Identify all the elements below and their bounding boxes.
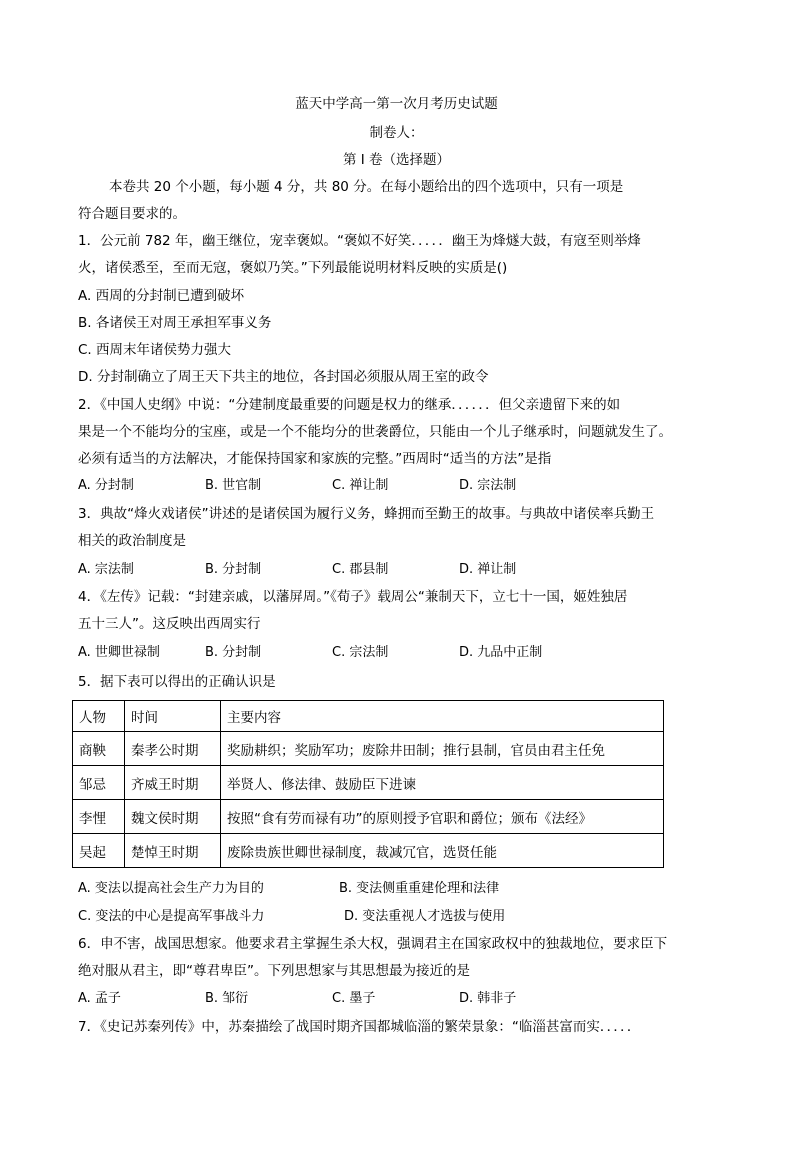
exam-title: 蓝天中学高一第一次月考历史试题 xyxy=(295,96,498,112)
q3-stem-line-2: 相关的政治制度是 xyxy=(78,533,186,549)
q3-option-a: A. 宗法制 xyxy=(78,562,134,577)
q7-stem-line-1: 7．《史记苏秦列传》中，苏秦描绘了战国时期齐国都城临淄的繁荣景象：“临淄甚富而实．．．．． xyxy=(78,1019,641,1035)
q1-option-a: A. 西周的分封制已遭到破坏 xyxy=(78,288,245,304)
table-header-content: 主要内容 xyxy=(221,701,664,732)
q5-option-b: B. 变法侧重重建伦理和法律 xyxy=(339,881,500,896)
section-title: 第 I 卷（选择题） xyxy=(342,152,451,168)
q4-stem-line-1: 4．《左传》记载：“封建亲戚，以藩屏周。”《荀子》载周公“兼制天下，立七十一国，姬姓独居 xyxy=(78,589,628,605)
q1-option-d: D. 分封制确立了周王天下共主的地位，各封国必须服从周王室的政令 xyxy=(78,369,489,385)
table-row xyxy=(73,766,664,800)
reform-table xyxy=(72,700,664,868)
q6-stem-line-2: 绝对服从君主，即“尊君卑臣”。下列思想家与其思想最为接近的是 xyxy=(78,963,470,979)
table-row xyxy=(73,834,664,868)
table-cell-time: 秦孝公时期 xyxy=(125,732,221,766)
q1-option-b: B. 各诸侯王对周王承担军事义务 xyxy=(78,315,272,331)
q3-option-b: B. 分封制 xyxy=(205,562,262,577)
table-cell-content: 废除贵族世卿世禄制度，裁减冗官，选贤任能 xyxy=(221,834,664,868)
q6-stem-line-1: 6．申不害，战国思想家。他要求君主掌握生杀大权，强调君主在国家政权中的独裁地位，要求臣下 xyxy=(78,936,668,952)
table-row xyxy=(73,800,664,834)
q2-option-a: A. 分封制 xyxy=(78,478,134,493)
q6-option-d: D. 韩非子 xyxy=(459,991,517,1006)
q2-option-c: C. 禅让制 xyxy=(332,478,389,493)
q1-stem-line-1: 1．公元前 782 年，幽王继位，宠幸褒姒。“褒姒不好笑．．．．．幽王为烽燧大鼓，有寇至则举烽 xyxy=(78,233,641,249)
q5-option-a: A. 变法以提高社会生产力为目的 xyxy=(78,881,264,896)
q2-stem-line-2: 果是一个不能均分的宝座，或是一个不能均分的世袭爵位，只能由一个儿子继承时，问题就发生了。 xyxy=(78,424,672,440)
intro-line-2: 符合题目要求的。 xyxy=(78,206,186,222)
q2-stem-line-3: 必须有适当的方法解决，才能保持国家和家族的完整。”西周时“适当的方法”是指 xyxy=(78,451,552,467)
q5-option-c: C. 变法的中心是提高军事战斗力 xyxy=(78,909,265,924)
table-cell-person: 邹忌 xyxy=(73,766,125,800)
table-header-row xyxy=(73,701,664,732)
q4-stem-line-2: 五十三人”。这反映出西周实行 xyxy=(78,616,261,632)
table-cell-content: 举贤人、修法律、鼓励臣下进谏 xyxy=(221,766,664,800)
intro-line-1: 本卷共 20 个小题，每小题 4 分，共 80 分。在每小题给出的四个选项中，只有一项是 xyxy=(109,179,624,195)
q3-option-d: D. 禅让制 xyxy=(459,562,517,577)
table-cell-time: 齐威王时期 xyxy=(125,766,221,800)
table-header-time: 时间 xyxy=(125,701,221,732)
q2-option-d: D. 宗法制 xyxy=(459,478,517,493)
table-cell-time: 魏文侯时期 xyxy=(125,800,221,834)
q3-stem-line-1: 3．典故“烽火戏诸侯”讲述的是诸侯国为履行义务，蜂拥而至勤王的故事。与典故中诸侯率兵勤王 xyxy=(78,506,655,522)
table-cell-time: 楚悼王时期 xyxy=(125,834,221,868)
table-cell-content: 按照“食有劳而禄有功”的原则授予官职和爵位；颁布《法经》 xyxy=(221,800,664,834)
q4-option-c: C. 宗法制 xyxy=(332,645,389,660)
table-cell-person: 李悝 xyxy=(73,800,125,834)
q5-stem: 5．据下表可以得出的正确认识是 xyxy=(78,674,276,690)
q6-option-b: B. 邹衍 xyxy=(205,991,249,1006)
q1-option-c: C. 西周末年诸侯势力强大 xyxy=(78,342,232,358)
q6-option-a: A. 孟子 xyxy=(78,991,121,1006)
table-row xyxy=(73,732,664,766)
q4-option-a: A. 世卿世禄制 xyxy=(78,645,160,660)
q2-option-b: B. 世官制 xyxy=(205,478,262,493)
q3-option-c: C. 郡县制 xyxy=(332,562,389,577)
q2-stem-line-1: 2．《中国人史纲》中说：“分建制度最重要的问题是权力的继承．．．．．．但父亲遗留下来的如 xyxy=(78,397,621,413)
q6-option-c: C. 墨子 xyxy=(332,991,376,1006)
exam-author: 制卷人： xyxy=(369,125,424,141)
q4-option-d: D. 九品中正制 xyxy=(459,645,543,660)
q1-stem-line-2: 火，诸侯悉至，至而无寇，褒姒乃笑。”下列最能说明材料反映的实质是() xyxy=(78,260,508,276)
q5-option-d: D. 变法重视人才选拔与使用 xyxy=(344,909,506,924)
table-header-person: 人物 xyxy=(73,701,125,732)
table-cell-person: 吴起 xyxy=(73,834,125,868)
table-cell-content: 奖励耕织；奖励军功；废除井田制；推行县制，官员由君主任免 xyxy=(221,732,664,766)
q4-option-b: B. 分封制 xyxy=(205,645,262,660)
table-cell-person: 商鞅 xyxy=(73,732,125,766)
